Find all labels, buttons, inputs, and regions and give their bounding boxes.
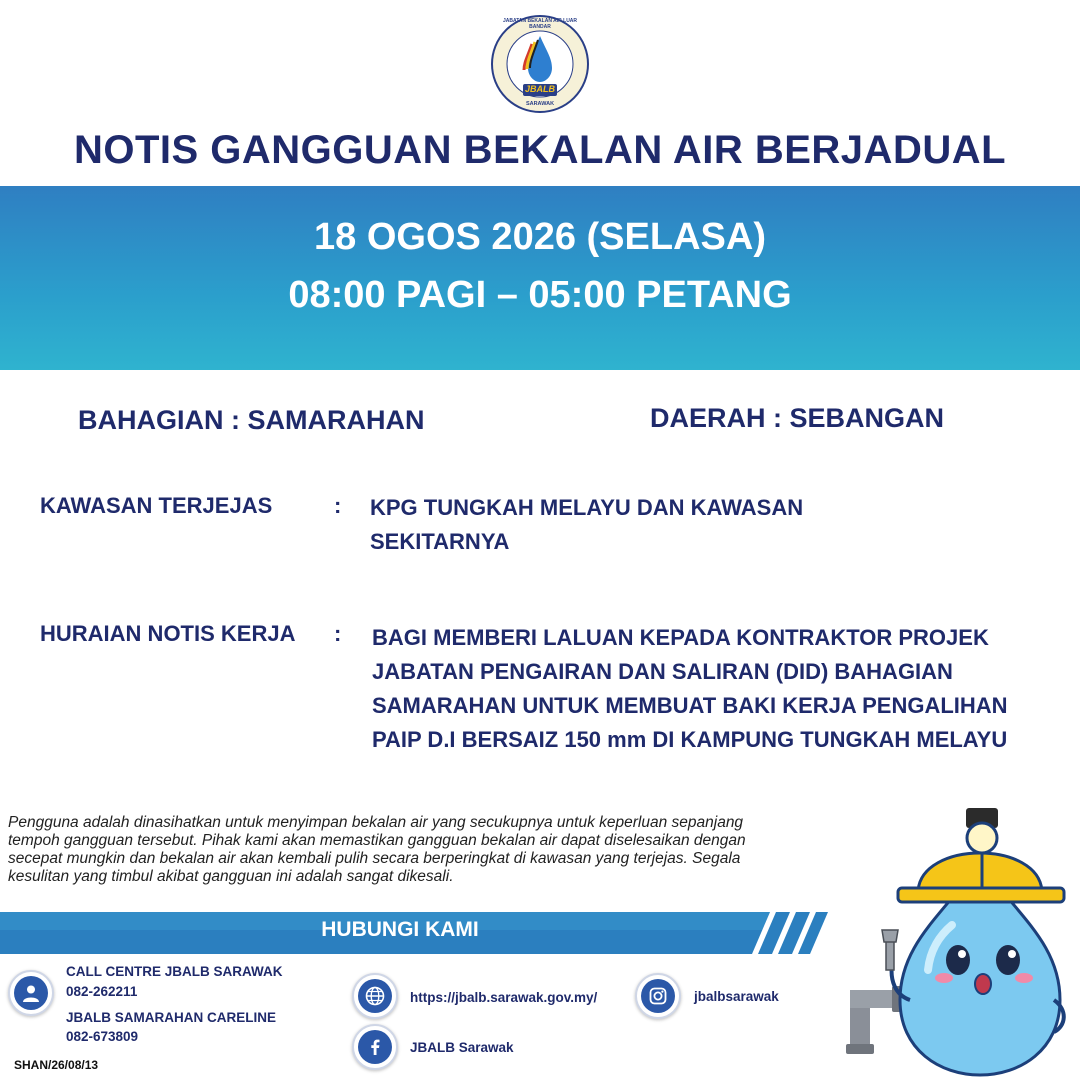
notice-title: NOTIS GANGGUAN BEKALAN AIR BERJADUAL	[73, 128, 1007, 172]
call-centre-number[interactable]: 082-262211	[66, 984, 138, 999]
advice-paragraph: Pengguna adalah dinasihatkan untuk menyimpan bekalan air yang secukupnya untuk keperluan sepanjang tempoh gangguan tersebut. Pihak kami akan memastikan gangguan bekalan air dapat diselesaikan dengan secepat mungkin dan bekalan air akan kembali pulih secara berperingkat di kawasan yang terjejas. Segala kesulitan yang timbul akibat gangguan ini adalah sangat dikesali.	[8, 814, 746, 885]
logo-ring-text: JABATAN BEKALAN AIR LUAR BANDAR	[502, 18, 578, 30]
schedule-time: 08:00 PAGI – 05:00 PETANG	[288, 274, 792, 316]
facebook-page[interactable]: JBALB Sarawak	[410, 1040, 514, 1055]
careline-name: JBALB SAMARAHAN CARELINE	[66, 1010, 277, 1025]
person-icon	[8, 970, 54, 1016]
reference-code: SHAN/26/08/13	[14, 1058, 99, 1072]
logo-state: SARAWAK	[525, 101, 555, 107]
schedule-date: 18 OGOS 2026 (SELASA)	[314, 216, 766, 258]
schedule-banner	[0, 186, 1080, 370]
facebook-icon	[352, 1024, 398, 1070]
jbalb-logo	[490, 14, 590, 114]
kawasan-colon: :	[334, 493, 342, 518]
huraian-label: HURAIAN NOTIS KERJA	[40, 621, 296, 646]
website-link[interactable]: https://jbalb.sarawak.gov.my/	[410, 990, 598, 1005]
logo-abbr: JBALB	[524, 84, 555, 94]
bahagian-text: BAHAGIAN : SAMARAHAN	[78, 405, 425, 435]
daerah-text: DAERAH : SEBANGAN	[650, 403, 945, 433]
water-drop-mascot	[840, 800, 1080, 1080]
huraian-value: BAGI MEMBERI LALUAN KEPADA KONTRAKTOR PROJEK JABATAN PENGAIRAN DAN SALIRAN (DID) BAHAGIAN SAMARAHAN UNTUK MEMBUAT BAKI KERJA PENGALIHAN PAIP D.I BERSAIZ 150 mm DI KAMPUNG TUNGKAH MELAYU	[372, 625, 1008, 752]
instagram-icon	[635, 973, 681, 1019]
globe-icon	[352, 973, 398, 1019]
instagram-handle[interactable]: jbalbsarawak	[694, 989, 779, 1004]
call-centre-name: CALL CENTRE JBALB SARAWAK	[66, 964, 283, 979]
careline-number[interactable]: 082-673809	[66, 1029, 139, 1044]
kawasan-value: KPG TUNGKAH MELAYU DAN KAWASAN SEKITARNYA	[370, 495, 804, 554]
contact-title: HUBUNGI KAMI	[321, 918, 479, 941]
huraian-colon: :	[334, 621, 342, 646]
kawasan-label: KAWASAN TERJEJAS	[40, 493, 273, 518]
